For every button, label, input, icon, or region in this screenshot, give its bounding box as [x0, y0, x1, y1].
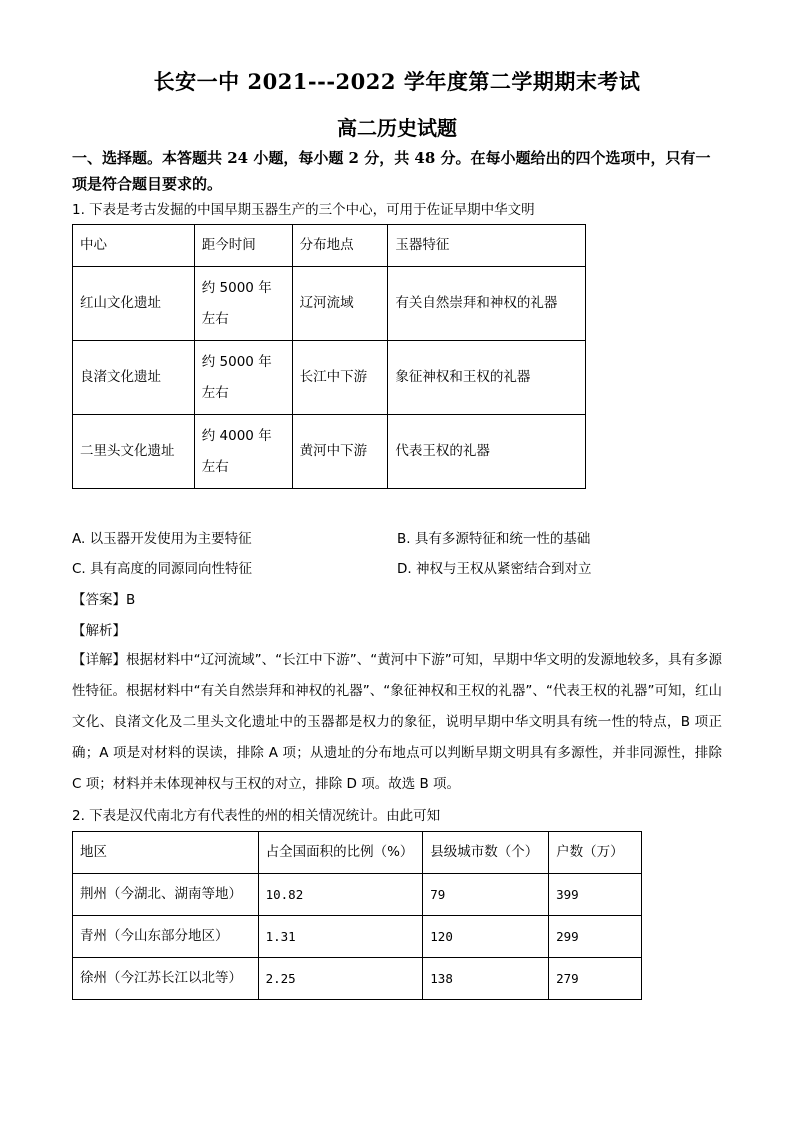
detail-explanation: 【详解】根据材料中“辽河流域”、“长江中下游”、“黄河中下游”可知，早期中华文明的发源地较多，具有多源性特征。根据材料中“有关自然崇拜和神权的礼器”、“象征神权和王权的礼器”、“代表王权的礼器”可知，红山文化、良渚文化及二里头文化遗址中的玉器都是权力的象征，说明早期中华文明具有统一性的特点，B 项正确；A 项是对材料的误读，排除 A 项；从遗址的分布地点可以判断早期文明具有多源性，并非同源性，排除 C 项；材料并未体现神权与王权的对立，排除 D 项。故选 B 项。 [72, 652, 722, 792]
answer-line: 【答案】B [72, 592, 136, 608]
table-row [73, 916, 642, 958]
option-c: C. 具有高度的同源同向性特征 [72, 561, 253, 577]
exam-subtitle: 高二历史试题 [337, 116, 457, 140]
table-cell: 10.82 [258, 874, 423, 916]
option-d: D. 神权与王权从紧密结合到对立 [397, 561, 592, 577]
question-1-stem: 1. 下表是考古发掘的中国早期玉器生产的三个中心，可用于佐证早期中华文明 [72, 202, 535, 218]
table-row [73, 341, 586, 415]
table-header-cell: 户数（万） [549, 832, 642, 874]
option-a: A. 以玉器开发使用为主要特征 [72, 531, 252, 547]
option-b: B. 具有多源特征和统一性的基础 [397, 531, 591, 547]
table-cell: 有关自然崇拜和神权的礼器 [388, 267, 586, 341]
table-cell: 2.25 [258, 958, 423, 1000]
table-row [73, 958, 642, 1000]
table-cell: 120 [423, 916, 549, 958]
question-2-stem: 2. 下表是汉代南北方有代表性的州的相关情况统计。由此可知 [72, 808, 441, 824]
analysis-label: 【解析】 [72, 623, 126, 639]
table-cell: 红山文化遗址 [73, 267, 195, 341]
section-heading: 一、选择题。本答题共 24 小题，每小题 2 分，共 48 分。在每小题给出的四个选项中，只有一项是符合题目要求的。 [72, 149, 711, 193]
table-cell: 399 [549, 874, 642, 916]
table-cell: 象征神权和王权的礼器 [388, 341, 586, 415]
table-cell: 辽河流域 [292, 267, 388, 341]
table-row [73, 874, 642, 916]
table-cell: 79 [423, 874, 549, 916]
table-header-cell: 分布地点 [292, 225, 388, 267]
table-cell: 代表王权的礼器 [388, 415, 586, 489]
table-header-cell: 中心 [73, 225, 195, 267]
table-cell: 青州（今山东部分地区） [73, 916, 259, 958]
table-cell: 1.31 [258, 916, 423, 958]
question-1-table [72, 224, 586, 489]
table-cell: 约 5000 年左右 [194, 267, 292, 341]
table-header-cell: 距今时间 [194, 225, 292, 267]
table-header-cell: 占全国面积的比例（%） [258, 832, 423, 874]
table-cell: 徐州（今江苏长江以北等） [73, 958, 259, 1000]
exam-title: 长安一中 2021---2022 学年度第二学期期末考试 [153, 69, 641, 94]
table-row [73, 267, 586, 341]
table-header-cell: 玉器特征 [388, 225, 586, 267]
table-cell: 荆州（今湖北、湖南等地） [73, 874, 259, 916]
table-header-row [73, 225, 586, 267]
table-cell: 约 4000 年左右 [194, 415, 292, 489]
table-cell: 约 5000 年左右 [194, 341, 292, 415]
table-cell: 良渚文化遗址 [73, 341, 195, 415]
table-cell: 黄河中下游 [292, 415, 388, 489]
table-cell: 138 [423, 958, 549, 1000]
table-header-row [73, 832, 642, 874]
table-cell: 二里头文化遗址 [73, 415, 195, 489]
table-cell: 299 [549, 916, 642, 958]
question-2-table [72, 831, 642, 1000]
table-header-cell: 地区 [73, 832, 259, 874]
table-cell: 279 [549, 958, 642, 1000]
table-cell: 长江中下游 [292, 341, 388, 415]
table-header-cell: 县级城市数（个） [423, 832, 549, 874]
table-row [73, 415, 586, 489]
